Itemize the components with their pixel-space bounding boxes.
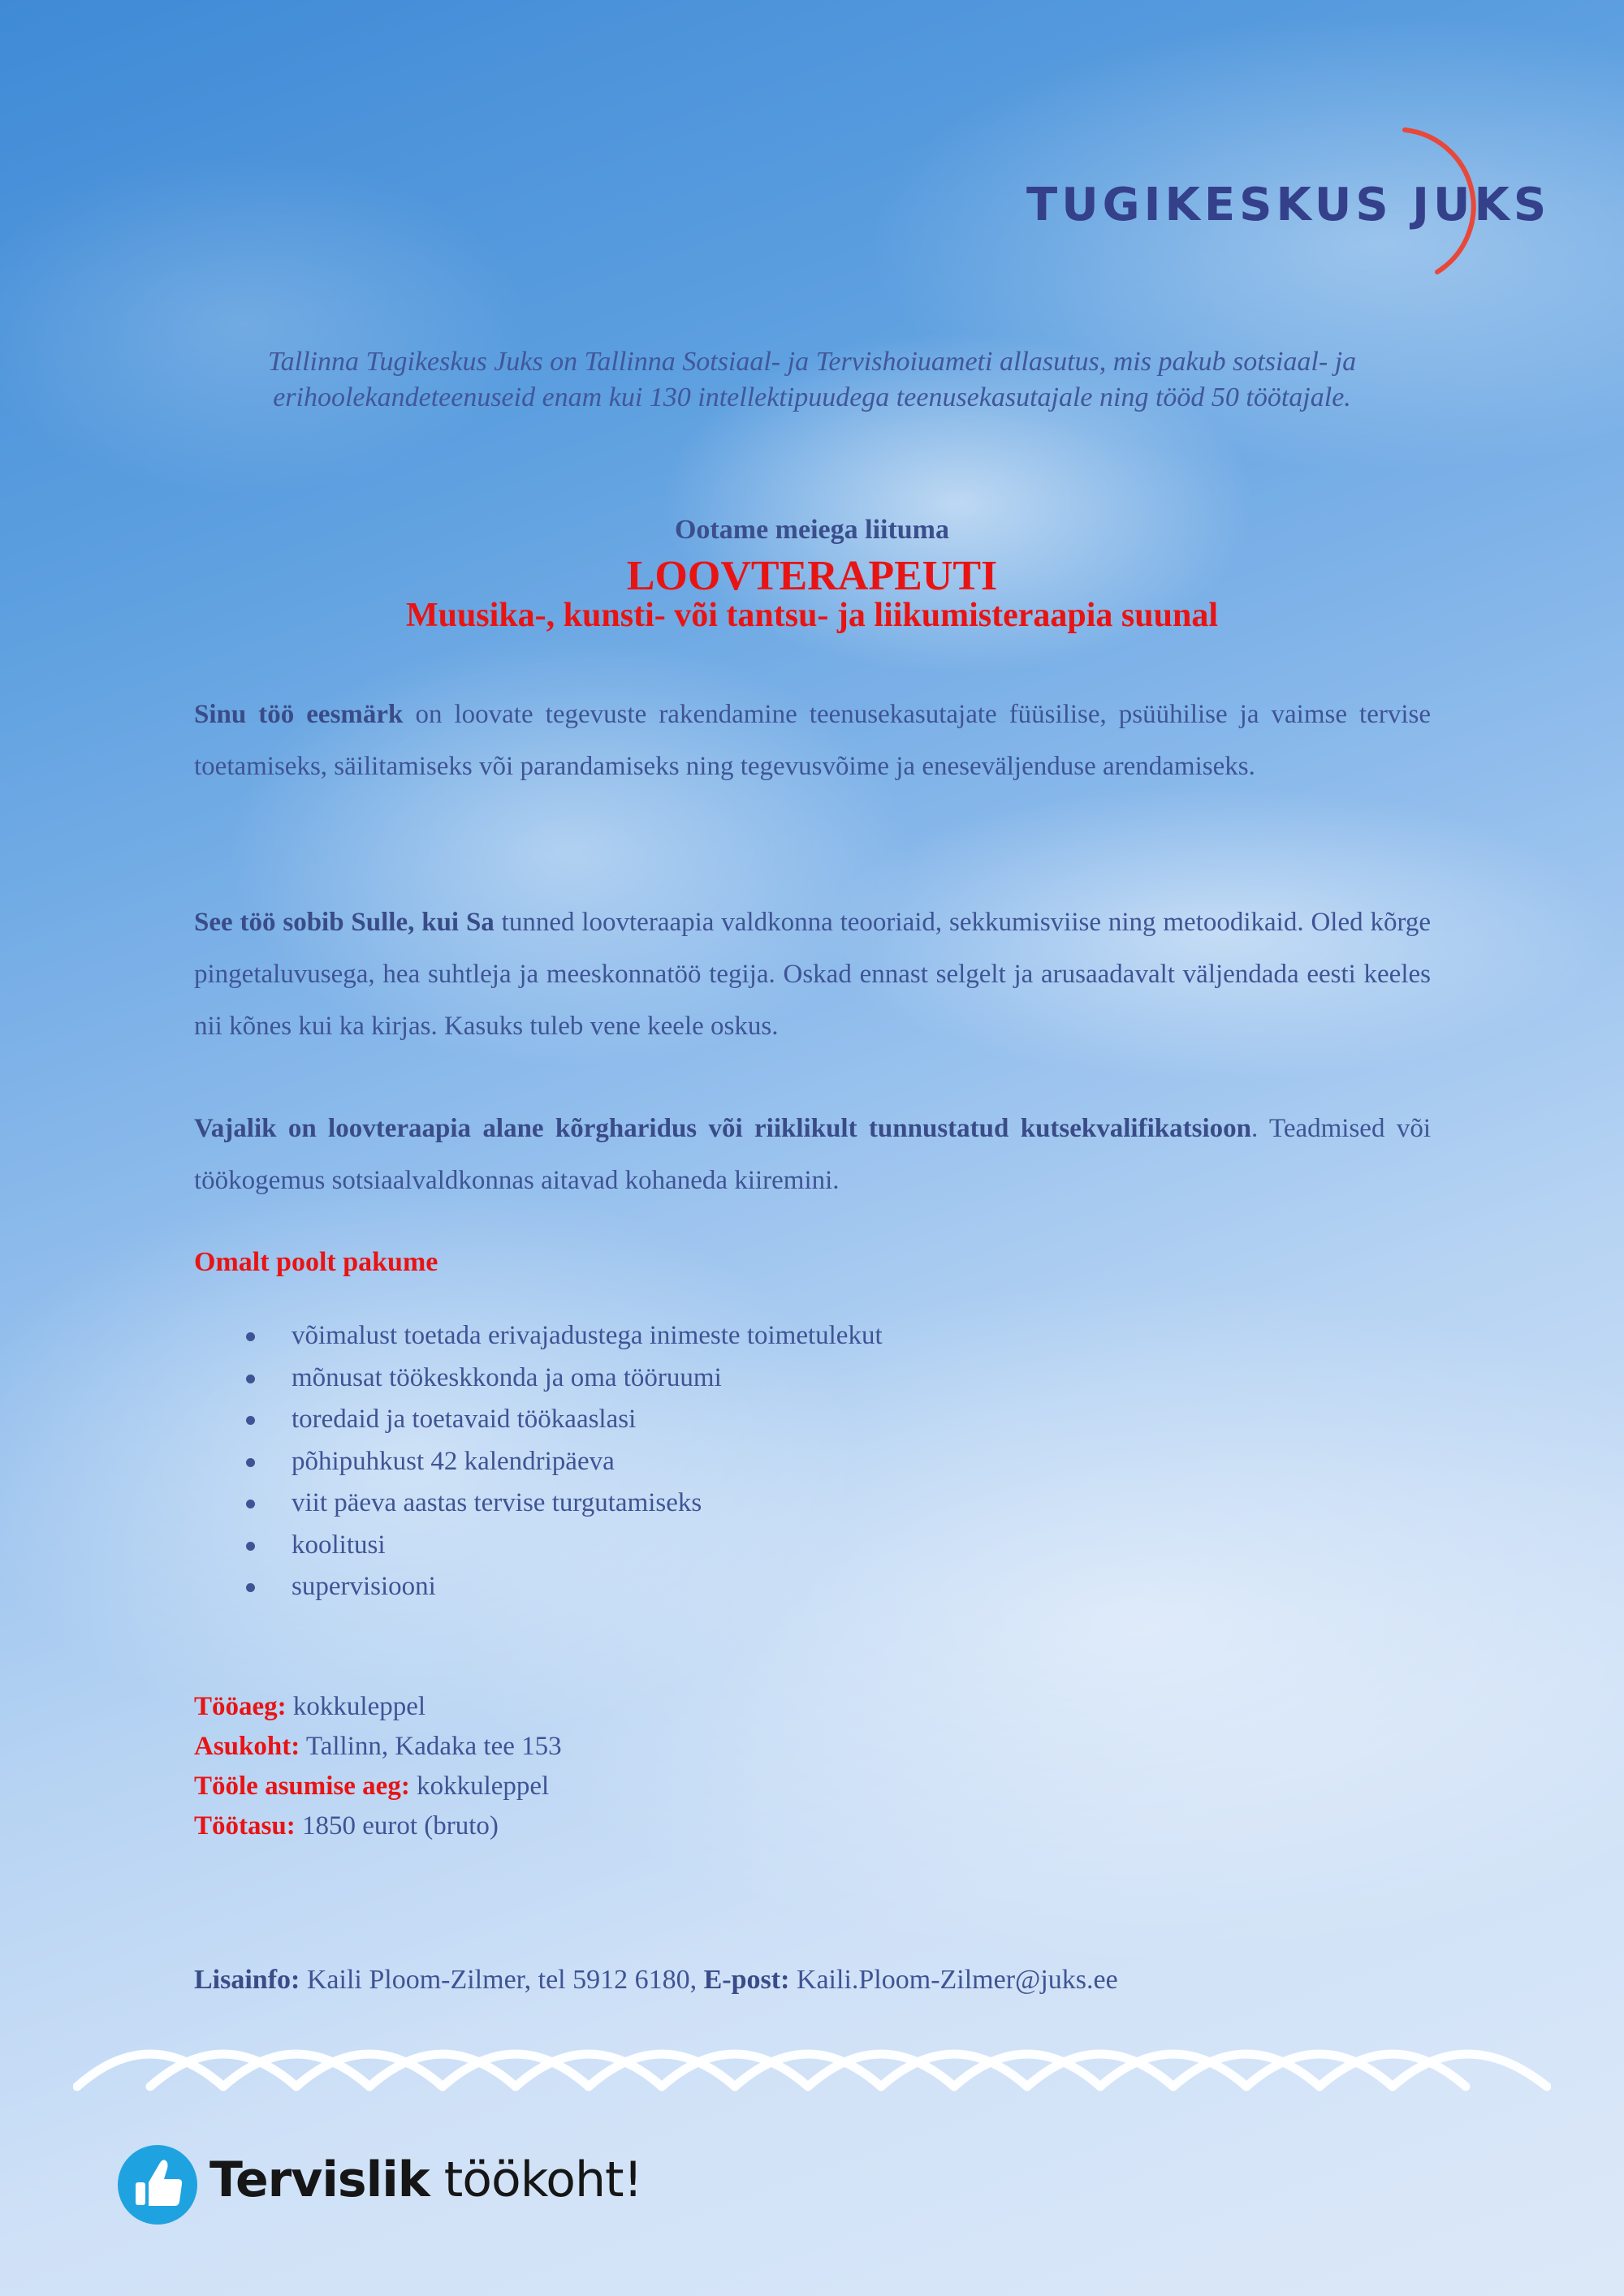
badge-rest-text: töökoht! (443, 2151, 642, 2208)
paragraph-text: . Teadmised või töökogemus sotsiaalvaldkonnas aitavad kohaneda kiiremini. (194, 1114, 1431, 1195)
bullet-icon (246, 1416, 255, 1425)
bullet-icon (246, 1542, 255, 1551)
paragraph-lead: Vajalik on loovteraapia alane kõrgharidus või riiklikult tunnustatud kutsekvalifikatsioon (194, 1114, 1251, 1143)
paragraph-text: on loovate tegevuste rakendamine teenusekasutajate füüsilise, psüühilise ja vaimse tervise toetamiseks, säilitamiseks või parandamiseks ning tegevusvõime ja eneseväljenduse arendamiseks. (194, 700, 1432, 781)
detail-label: Asukoht: (194, 1732, 300, 1761)
list-item (194, 1525, 883, 1567)
detail-label: Tööaeg: (194, 1692, 287, 1721)
paragraph-goal (194, 688, 1431, 792)
juks-logo (1023, 122, 1551, 284)
thumbs-up-icon (118, 2145, 197, 2225)
contact-email: Kaili.Ploom-Zilmer@juks.ee (796, 1965, 1118, 1995)
list-item-text: põhipuhkust 42 kalendripäeva (292, 1446, 615, 1476)
logo-text: TUGIKESKUS JUKS (1026, 179, 1551, 231)
bullet-icon (246, 1500, 255, 1508)
list-item-text: koolitusi (292, 1530, 386, 1560)
list-item-text: supervisiooni (292, 1572, 436, 1601)
list-item-text: mõnusat töökeskkonda ja oma tööruumi (292, 1362, 722, 1392)
list-item (194, 1357, 883, 1400)
intro-text: Tallinna Tugikeskus Juks on Tallinna Sotsiaal- ja Tervishoiuameti allasutus, mis pakub sotsiaal- ja erihoolekandeteenuseid enam kui 130 intellektipuudega teenusekasutajale ning tööd 50 töötajale. (267, 347, 1357, 412)
arches-decoration-icon (73, 2022, 1551, 2111)
contact-info-label: Lisainfo: (194, 1965, 300, 1995)
detail-label: Tööle asumise aeg: (194, 1772, 410, 1801)
paragraph-lead: See töö sobib Sulle, kui Sa (194, 908, 495, 937)
paragraph-text: tunned loovteraapia valdkonna teooriaid, sekkumisviise ning metoodikaid. Oled kõrge pingetaluvusega, hea suhtleja ja meeskonnatöö tegija. Oskad ennast selgelt ja arusaadavalt väljendada eesti keeles nii kõnes kui ka kirjas. Kasuks tuleb vene keele oskus. (194, 908, 1431, 1041)
list-item (194, 1482, 883, 1525)
job-title: LOOVTERAPEUTI (626, 553, 998, 599)
bullet-icon (246, 1458, 255, 1467)
paragraph-fit (194, 896, 1431, 1052)
badge-bold-text: Tervislik (209, 2151, 430, 2208)
job-subtitle: Muusika-, kunsti- või tantsu- ja liikumisteraapia suunal (405, 597, 1219, 634)
bullet-icon (246, 1375, 255, 1383)
detail-start-date (194, 1767, 562, 1806)
list-item (194, 1566, 883, 1608)
list-item-text: võimalust toetada erivajadustega inimeste toimetulekut (292, 1321, 883, 1350)
detail-working-time (194, 1687, 562, 1727)
bullet-icon (246, 1583, 255, 1592)
paragraph-requirements (194, 1103, 1431, 1206)
detail-label: Töötasu: (194, 1811, 296, 1841)
paragraph-lead: Sinu töö eesmärk (194, 700, 404, 729)
contact-person: Kaili Ploom-Zilmer, tel 5912 6180, (306, 1965, 698, 1995)
benefits-list (194, 1315, 883, 1608)
list-item (194, 1315, 883, 1357)
job-details (194, 1687, 562, 1846)
healthy-workplace-label (209, 2151, 642, 2208)
detail-value: kokkuleppel (292, 1692, 426, 1721)
detail-salary (194, 1806, 562, 1846)
offer-heading: Omalt poolt pakume (194, 1247, 438, 1277)
list-item (194, 1399, 883, 1441)
bullet-icon (246, 1332, 255, 1341)
contact-info (194, 1965, 1118, 1996)
list-item (194, 1441, 883, 1483)
contact-email-label: E-post: (703, 1965, 790, 1995)
detail-location (194, 1727, 562, 1767)
detail-value: kokkuleppel (417, 1772, 550, 1801)
invite-text: Ootame meiega liituma (674, 515, 950, 545)
list-item-text: viit päeva aastas tervise turgutamiseks (292, 1488, 702, 1517)
detail-value: Tallinn, Kadaka tee 153 (305, 1732, 562, 1761)
list-item-text: toredaid ja toetavaid töökaaslasi (292, 1405, 637, 1434)
detail-value: 1850 eurot (bruto) (301, 1811, 499, 1841)
